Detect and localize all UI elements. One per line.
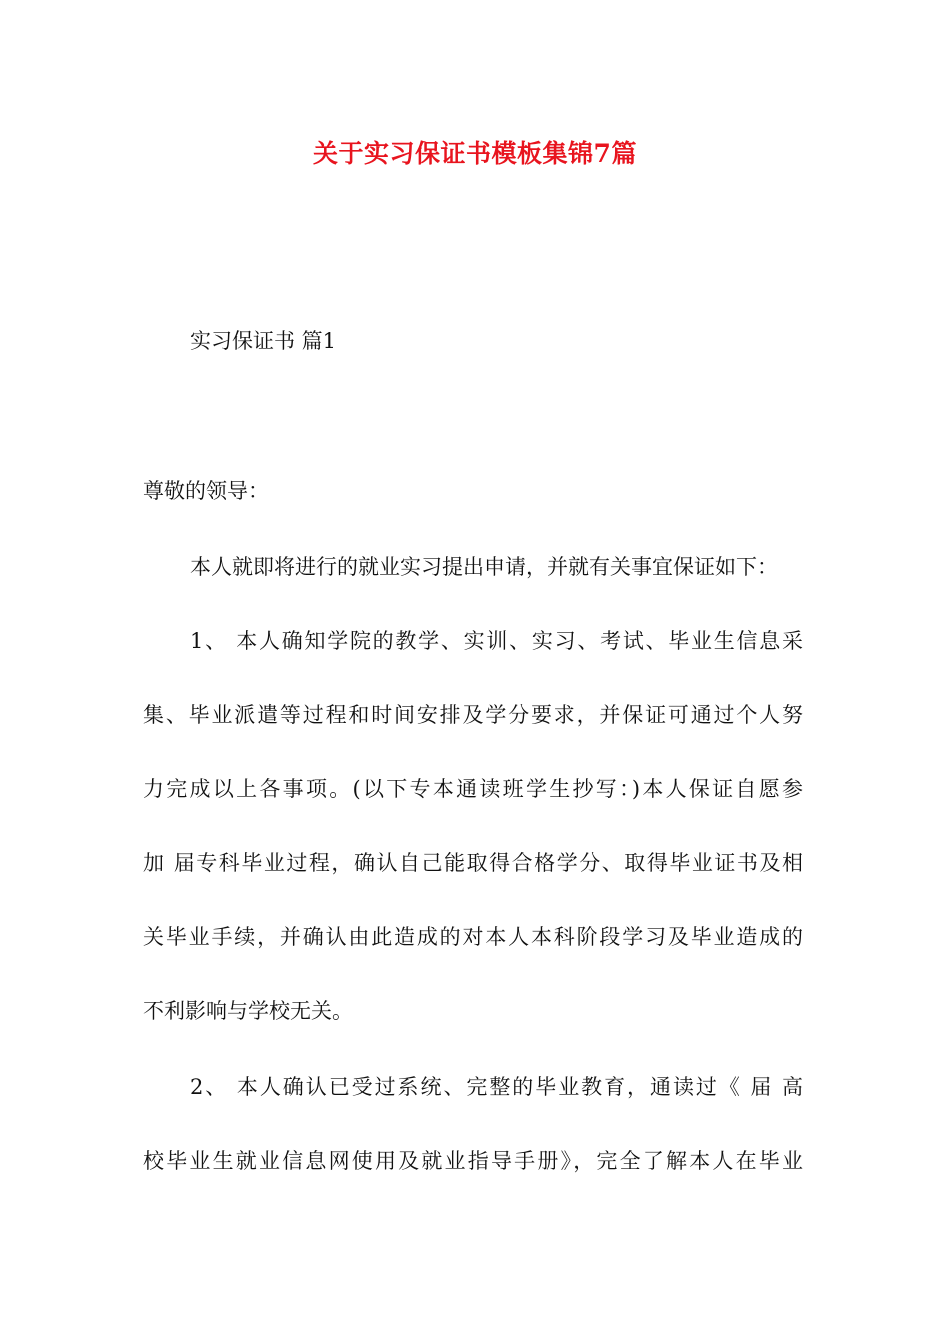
section-heading: 实习保证书 篇1 [190,329,337,353]
paragraph-line: 本人就即将进行的就业实习提出申请，并就有关事宜保证如下： [190,555,778,579]
paragraph-line: 不利影响与学校无关。 [143,999,353,1023]
paragraph-line: 校毕业生就业信息网使用及就业指导手册》，完全了解本人在毕业 [143,1149,803,1173]
salutation: 尊敬的领导： [143,479,269,503]
paragraph-line: 关毕业手续，并确认由此造成的对本人本科阶段学习及毕业造成的 [143,925,803,949]
paragraph-line: 2、 本人确认已受过系统、完整的毕业教育，通读过《 届 高 [190,1075,803,1099]
document-title: 关于实习保证书模板集锦7篇 [313,139,637,168]
paragraph-line: 1、 本人确知学院的教学、实训、实习、考试、毕业生信息采 [190,629,803,653]
paragraph-line: 加 届专科毕业过程，确认自己能取得合格学分、取得毕业证书及相 [143,851,803,875]
paragraph-line: 集、毕业派遣等过程和时间安排及学分要求，并保证可通过个人努 [143,703,803,727]
paragraph-line: 力完成以上各事项。(以下专本通读班学生抄写：)本人保证自愿参 [143,777,803,801]
